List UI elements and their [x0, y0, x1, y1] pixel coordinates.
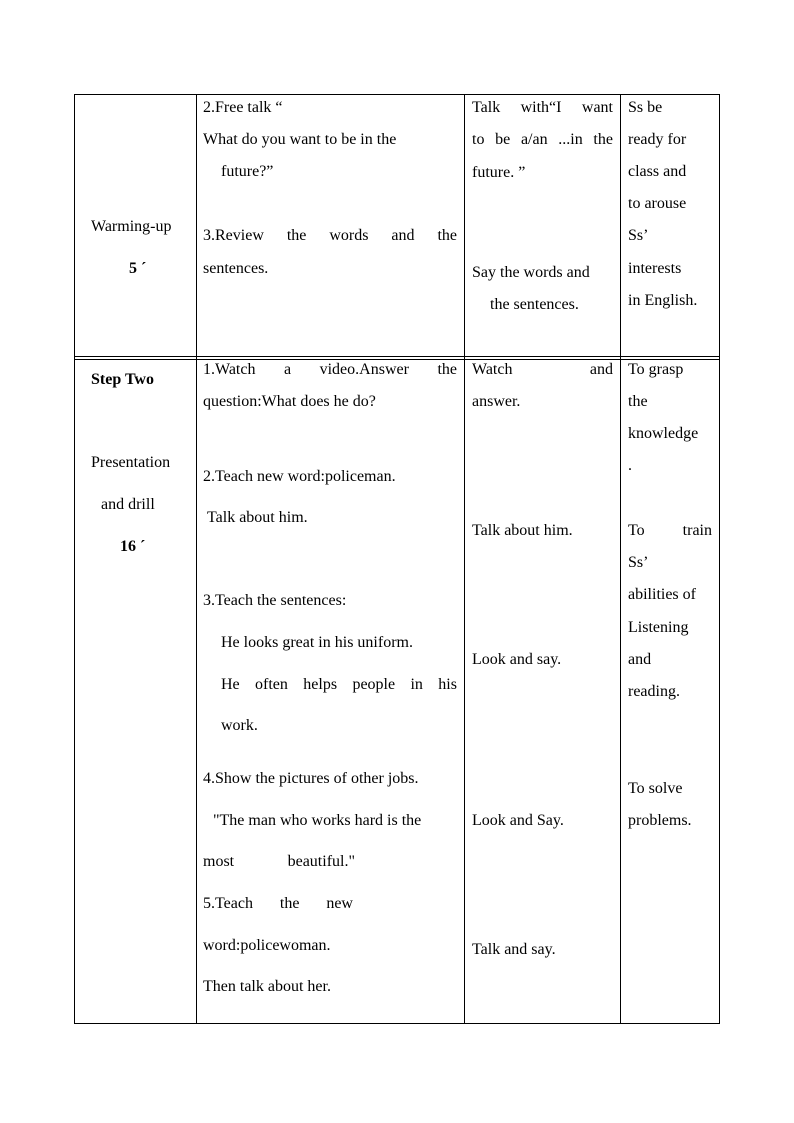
purpose-line: abilities of — [628, 586, 696, 603]
activity-line: question:What does he do? — [203, 393, 376, 410]
column-divider — [196, 95, 197, 1023]
student-line: Talk with“I want — [472, 99, 613, 116]
activity-line: Then talk about her. — [203, 978, 331, 995]
stage-name: Warming-up — [91, 218, 172, 235]
activity-line: "The man who works hard is the — [213, 812, 422, 829]
purpose-line: Ss be — [628, 99, 663, 116]
lesson-plan-table — [74, 94, 720, 1024]
purpose-line: the — [628, 393, 648, 410]
purpose-line: in English. — [628, 292, 698, 309]
student-line: answer. — [472, 393, 521, 410]
student-line: Look and say. — [472, 651, 562, 668]
activity-line: sentences. — [203, 260, 269, 277]
student-line: Look and Say. — [472, 812, 564, 829]
column-divider — [464, 95, 465, 1023]
stage-name: and drill — [101, 496, 155, 513]
purpose-line: Listening — [628, 619, 689, 636]
activity-line: 3.Review the words and the — [203, 227, 457, 244]
activity-line: most beautiful." — [203, 853, 355, 870]
step-label: Step Two — [91, 371, 154, 388]
student-line: the sentences. — [490, 296, 579, 313]
activity-line: What do you want to be in the — [203, 131, 397, 148]
activity-line: 4.Show the pictures of other jobs. — [203, 770, 419, 787]
activity-line: 2.Free talk “ — [203, 99, 283, 116]
purpose-line: problems. — [628, 812, 692, 829]
row-divider — [75, 356, 719, 357]
activity-line: 5.Teach the new — [203, 895, 353, 912]
activity-line: future?” — [221, 163, 274, 180]
purpose-line: Ss’ — [628, 554, 649, 571]
purpose-line: reading. — [628, 683, 680, 700]
purpose-line: To train — [628, 522, 712, 539]
column-divider — [620, 95, 621, 1023]
purpose-line: to arouse — [628, 195, 687, 212]
purpose-line: To grasp — [628, 361, 684, 378]
student-line: Talk and say. — [472, 941, 556, 958]
purpose-line: class and — [628, 163, 687, 180]
purpose-line: Ss’ — [628, 227, 649, 244]
activity-line: He often helps people in his — [221, 676, 457, 693]
purpose-line: knowledge — [628, 425, 699, 442]
student-line: Talk about him. — [472, 522, 573, 539]
activity-line: 2.Teach new word:policeman. — [203, 468, 396, 485]
purpose-line: . — [628, 457, 632, 474]
purpose-line: and — [628, 651, 652, 668]
student-line: to be a/an ...in the — [472, 131, 613, 148]
student-line: Watch and — [472, 361, 613, 378]
activity-line: 3.Teach the sentences: — [203, 592, 347, 609]
activity-line: 1.Watch a video.Answer the — [203, 361, 457, 378]
activity-line: He looks great in his uniform. — [221, 634, 413, 651]
purpose-line: To solve — [628, 780, 683, 797]
student-line: Say the words and — [472, 264, 590, 281]
activity-line: work. — [221, 717, 258, 734]
purpose-line: interests — [628, 260, 682, 277]
stage-time: 16 ´ — [120, 538, 146, 555]
stage-name: Presentation — [91, 454, 171, 471]
activity-line: word:policewoman. — [203, 937, 331, 954]
student-line: future. ” — [472, 164, 526, 181]
purpose-line: ready for — [628, 131, 687, 148]
stage-time: 5 ´ — [129, 260, 147, 277]
activity-line: Talk about him. — [207, 509, 308, 526]
